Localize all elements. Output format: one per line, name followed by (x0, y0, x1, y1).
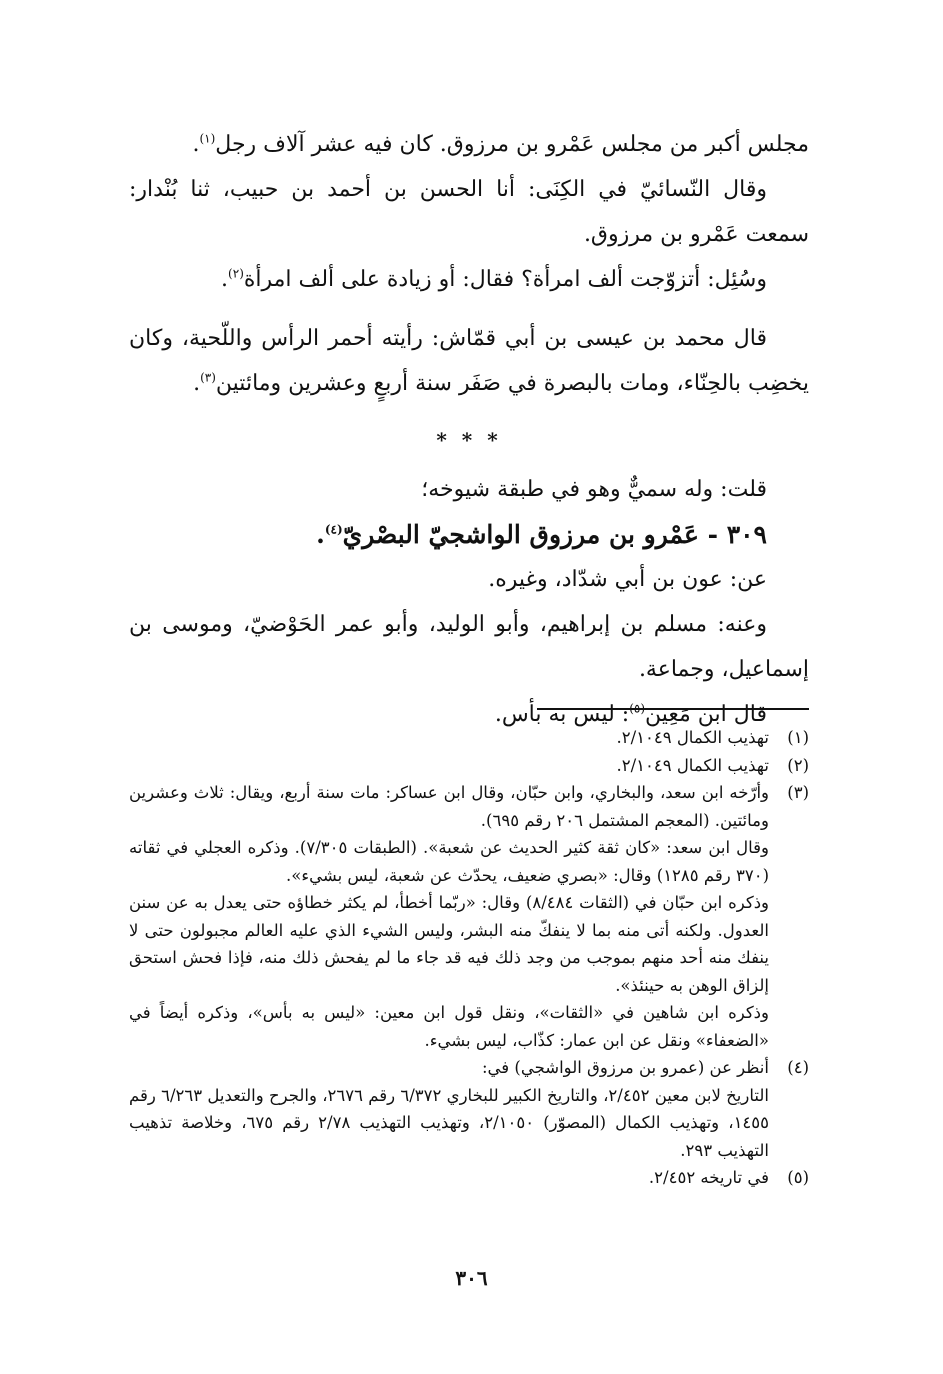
footnote-3-text-c: وذكره ابن حبّان في (الثقات ٨/٤٨٤) وقال: «ربّما أخطأ، لم يكثر خطاؤه حتى يعدل به عن سنن العدول. ولكنه أتى منه بما لا ينفكّ منه البشر، وليس الشيء الذي عليه العالم مجبولون حتى لا ينفك منه أحد منهم بموجب من وجد ذلك فيه قد جاء ما لم يفحش ذلك منه، فإذا فحش استحق إلزاق الوهن به حينئذ». (129, 893, 770, 995)
footnote-2-text: تهذيب الكمال ٢/١٠٤٩. (616, 755, 769, 775)
footnote-5 (129, 1164, 809, 1192)
footnote-4-number: (٤) (787, 1058, 809, 1077)
footnote-2 (129, 752, 809, 780)
footnote-ref-5[interactable]: (٥) (629, 701, 646, 716)
paragraph-3 (129, 257, 809, 302)
footnote-4 (129, 1054, 809, 1164)
page-number: ٣٠٦ (455, 1266, 488, 1290)
entry-heading-text: ٣٠٩ - عَمْرو بن مرزوق الواشجيّ البصْريّ (342, 520, 767, 549)
paragraph-1 (129, 122, 809, 167)
footnote-2-number: (٢) (787, 755, 809, 775)
footnote-4-text-a: أنظر عن (عمرو بن مرزوق الواشجي) في: (481, 1058, 769, 1077)
footnote-ref-4[interactable]: (٤) (324, 522, 343, 537)
paragraph-7: وعنه: مسلم بن إبراهيم، وأبو الوليد، وأبو عمر الحَوْضيّ، وموسى بن إسماعيل، وجماعة. (129, 612, 809, 682)
paragraph-4-text: قال محمد بن عيسى بن أبي قمّاش: رأيته أحمر الرأس واللّحية، وكان يخضِب بالحِنّاء، ومات بالبصرة في صَفَر سنة أربعٍ وعشرين ومائتين (129, 326, 809, 396)
main-text (129, 122, 809, 737)
paragraph-8-text-a: قال ابن مَعِين (645, 702, 767, 727)
footnote-3-text-a: وأرّخه ابن سعد، والبخاري، وابن حبّان، وقال ابن عساكر: مات سنة أربع، ويقال: ثلاث وعشرين ومائتين. (المعجم المشتمل ٢٠٦ رقم ٦٩٥). (129, 783, 769, 830)
footnote-3-text-b: وقال ابن سعد: «كان ثقة كثير الحديث عن شعبة». (الطبقات ٧/٣٠٥). وذكره العجلي في ثقاته (٣٧٠ رقم ١٢٨٥) وقال: «بصري ضعيف، يحدّث عن شعبة، ليس بشيء». (129, 838, 769, 885)
footnote-ref-1[interactable]: (١) (199, 131, 216, 146)
footnote-3-number: (٣) (787, 783, 809, 802)
paragraph-5: قلت: وله سميٌّ وهو في طبقة شيوخه؛ (421, 477, 767, 502)
entry-heading (129, 512, 809, 557)
paragraph-3-text: وسُئِل: أتزوّجت ألف امرأة؟ فقال: أو زيادة على ألف امرأة (243, 267, 767, 292)
footnote-1-number: (١) (787, 728, 809, 747)
footnote-5-text: في تاريخه ٢/٤٥٢. (648, 1168, 769, 1187)
footnote-1 (129, 724, 809, 752)
footnote-divider (537, 708, 809, 710)
entry-heading-end: . (316, 520, 325, 549)
paragraph-4-end: . (193, 371, 201, 396)
footnote-5-number: (٥) (787, 1168, 809, 1187)
footnote-3-text-d: وذكره ابن شاهين في «الثقات»، ونقل قول ابن معين: «ليس به بأس»، وذكره أيضاً في «الضعفاء» ونقل عن ابن عمار: كذّاب، ليس بشيء. (129, 1003, 769, 1050)
paragraph-4 (129, 316, 809, 406)
footnote-4-text-b: التاريخ لابن معين ٢/٤٥٢، والتاريخ الكبير للبخاري ٦/٣٧٢ رقم ٢٦٧٦، والجرح والتعديل ٦/٢٦٣ رقم ١٤٥٥، وتهذيب الكمال (المصوّر) ٢/١٠٥٠، وتهذيب التهذيب ٢/٧٨ رقم ٦٧٥، وخلاصة تذهيب التهذيب ٢٩٣. (129, 1085, 770, 1160)
footnote-ref-3[interactable]: (٣) (200, 370, 216, 385)
footnote-1-text: تهذيب الكمال ٢/١٠٤٩. (616, 728, 769, 747)
paragraph-1-text: مجلس أكبر من مجلس عَمْرو بن مرزوق. كان فيه عشر آلاف رجل (215, 132, 809, 157)
paragraph-1-end: . (192, 132, 200, 157)
paragraph-6: عن: عون بن أبي شدّاد، وغيره. (488, 567, 767, 592)
paragraph-3-end: . (221, 267, 229, 292)
paragraph-8-text-b: : ليس به بأس. (494, 702, 630, 727)
footnote-ref-2[interactable]: (٢) (228, 266, 244, 281)
footnote-3 (129, 779, 809, 1054)
paragraph-2: وقال النّسائيّ في الكِنَى: أنا الحسن بن أحمد بن حبيب، ثنا بُنْدار: سمعت عَمْرو بن مرزوق. (129, 177, 809, 247)
section-separator: * * * (436, 428, 502, 452)
footnotes (129, 724, 809, 1192)
